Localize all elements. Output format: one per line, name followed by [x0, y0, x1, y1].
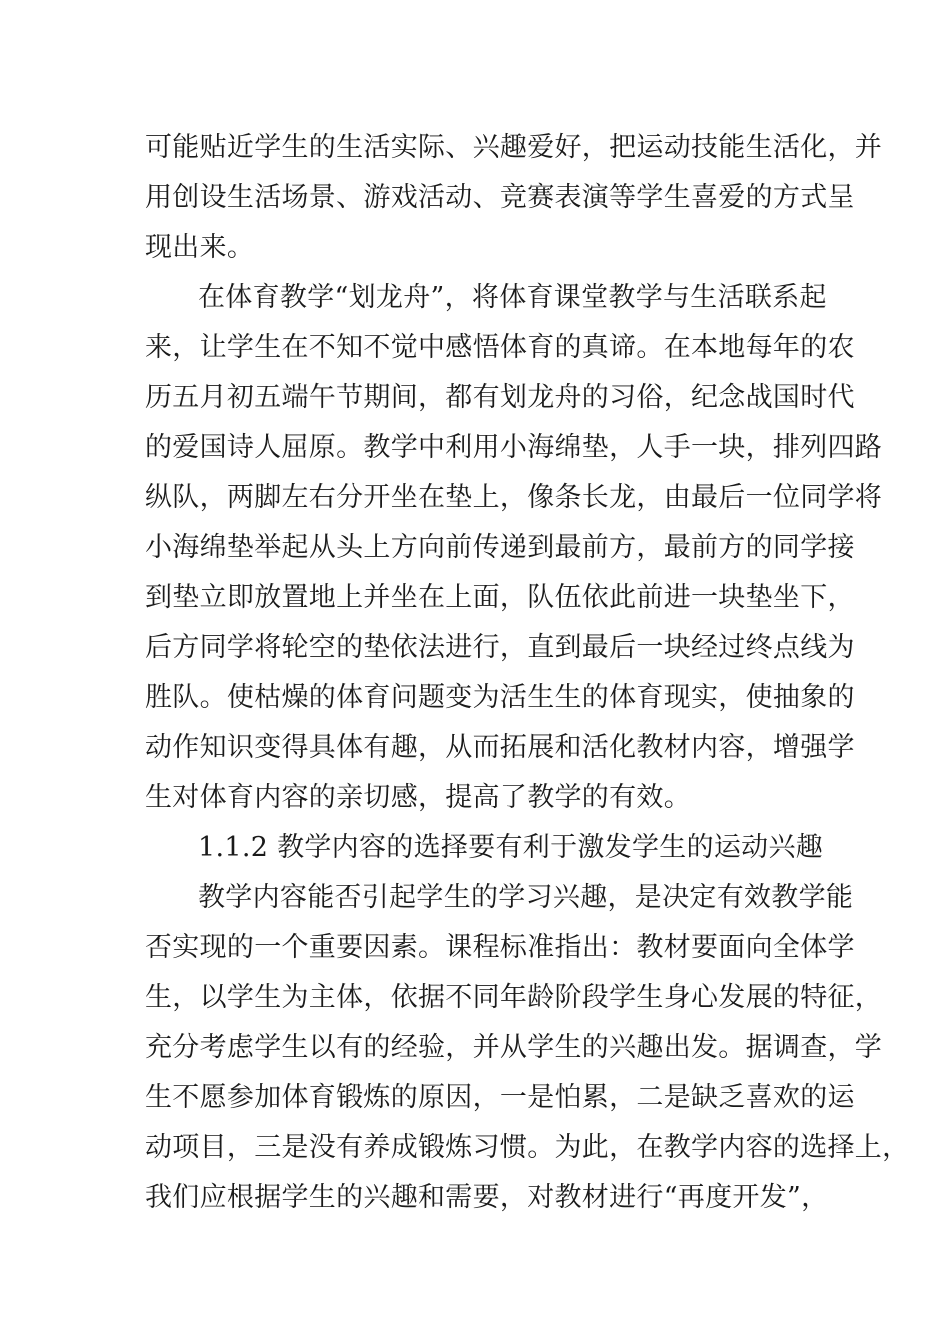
text-line: 用创设生活场景、游戏活动、竞赛表演等学生喜爱的方式呈	[145, 182, 855, 213]
text-line: 现出来。	[145, 232, 255, 263]
text-line: 生不愿参加体育锻炼的原因，一是怕累，二是缺乏喜欢的运	[145, 1082, 855, 1113]
text-line: 充分考虑学生以有的经验，并从学生的兴趣出发。据调查，学	[145, 1032, 883, 1063]
text-line: 我们应根据学生的兴趣和需要，对教材进行“再度开发”，	[145, 1182, 829, 1213]
text-line: 可能贴近学生的生活实际、兴趣爱好，把运动技能生活化，并	[145, 132, 883, 163]
paragraph-first-line: 在体育教学“划龙舟”，将体育课堂教学与生活联系起	[198, 282, 827, 313]
text-line: 小海绵垫举起从头上方向前传递到最前方，最前方的同学接	[145, 532, 855, 563]
text-line: 来，让学生在不知不觉中感悟体育的真谛。在本地每年的农	[145, 332, 855, 363]
paragraph-first-line: 教学内容能否引起学生的学习兴趣，是决定有效教学能	[198, 882, 854, 913]
text-line: 生，以学生为主体，依据不同年龄阶段学生身心发展的特征，	[145, 982, 883, 1013]
text-line: 动作知识变得具体有趣，从而拓展和活化教材内容，增强学	[145, 732, 855, 763]
section-heading: 1.1.2 教学内容的选择要有利于激发学生的运动兴趣	[198, 832, 824, 863]
text-line: 纵队，两脚左右分开坐在垫上，像条长龙，由最后一位同学将	[145, 482, 883, 513]
text-line: 历五月初五端午节期间，都有划龙舟的习俗，纪念战国时代	[145, 382, 855, 413]
text-line: 的爱国诗人屈原。教学中利用小海绵垫，人手一块，排列四路	[145, 432, 883, 463]
text-line: 胜队。使枯燥的体育问题变为活生生的体育现实，使抽象的	[145, 682, 855, 713]
text-line: 后方同学将轮空的垫依法进行，直到最后一块经过终点线为	[145, 632, 855, 663]
text-line: 动项目，三是没有养成锻炼习惯。为此，在教学内容的选择上，	[145, 1132, 910, 1163]
text-line: 到垫立即放置地上并坐在上面，队伍依此前进一块垫坐下，	[145, 582, 855, 613]
text-line: 生对体育内容的亲切感，提高了教学的有效。	[145, 782, 691, 813]
text-line: 否实现的一个重要因素。课程标准指出：教材要面向全体学	[145, 932, 855, 963]
